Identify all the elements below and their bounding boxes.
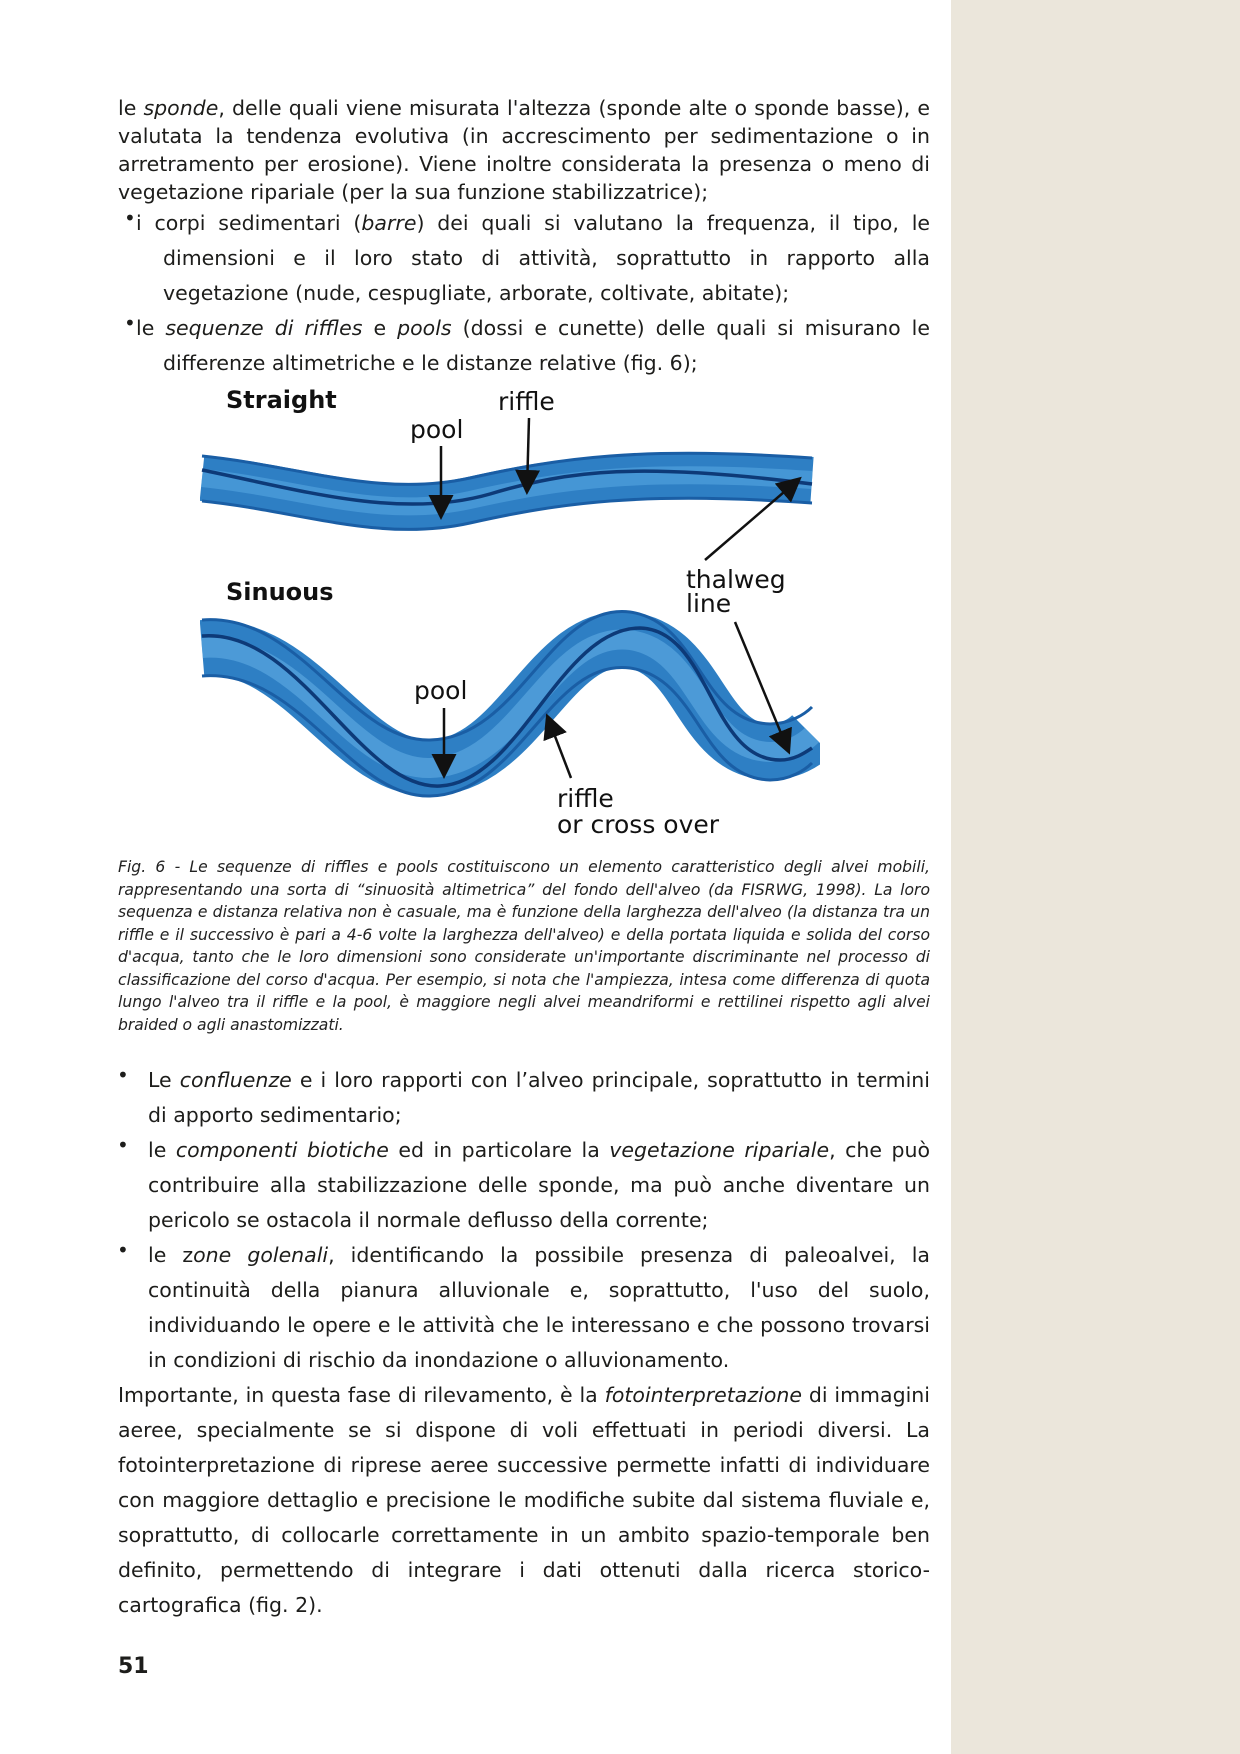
list-item-barre [118, 206, 930, 311]
emphasis: componenti biotiche [175, 1138, 389, 1162]
list-item-text [136, 311, 930, 381]
page-number: 51 [118, 1654, 149, 1679]
text-run: le z [148, 1243, 194, 1267]
list-item-text [148, 1238, 930, 1378]
list-item-confluenze [118, 1063, 930, 1133]
label-pool-bottom: pool [414, 676, 468, 705]
sinuous-title: Sinuous [226, 578, 334, 606]
list-item-riffles [118, 311, 930, 381]
text-run: Le [148, 1068, 180, 1092]
bullet-icon: • [117, 1133, 129, 1157]
arrow-riffle-bottom [548, 718, 571, 778]
list-item-componenti [118, 1133, 930, 1238]
list-item-text [148, 1133, 930, 1238]
text-run: (dossi e cunette) delle quali si misurano le differenze altimetriche e le distanze relative (fig. 6); [163, 316, 930, 375]
emphasis: vegetazione ripariale [609, 1138, 830, 1162]
list-item-golenali [118, 1238, 930, 1378]
bullet-icon: • [124, 206, 136, 230]
emphasis: sequenze di riffles [165, 316, 363, 340]
emphasis: one golenali [193, 1243, 329, 1267]
text-run: le [148, 1138, 176, 1162]
text-run: i corpi sedimentari ( [136, 211, 362, 235]
text-run: , identificando la possibile presenza di paleoalvei, la continuità della pianura alluvionale e, soprattutto, l'uso del suolo, individuando le opere e le attività che le interessano e che possono trovarsi in condizioni di rischio da inondazione o alluvionamento. [148, 1243, 930, 1372]
text-run: , che può contribuire alla stabilizzazione delle sponde, ma può anche diventare un pericolo se ostacola il normale deflusso della corrente; [148, 1138, 930, 1232]
text-run: e [362, 316, 398, 340]
riffle-pool-figure [200, 380, 820, 850]
label-riffle-bottom-2: or cross over [557, 810, 720, 839]
text-run: e i loro rapporti con l’alveo principale, soprattutto in termini di apporto sedimentario; [148, 1068, 930, 1127]
emphasis: fotointerpretazione [604, 1383, 802, 1407]
label-riffle-top: riffle [498, 387, 555, 416]
bullet-icon: • [124, 311, 136, 335]
list-item-text [148, 1063, 930, 1133]
label-pool-top: pool [410, 415, 464, 444]
bullet-icon: • [117, 1063, 129, 1087]
label-riffle-bottom-1: riffle [557, 784, 614, 813]
text-run: le [118, 96, 144, 120]
emphasis: barre [361, 211, 417, 235]
text-run: Importante, in questa fase di rilevamento, è la [118, 1383, 605, 1407]
text-run: ed in particolare la [388, 1138, 610, 1162]
page-side-band [951, 0, 1240, 1754]
label-thalweg-2: line [686, 589, 732, 618]
label-thalweg-1: thalweg [686, 565, 786, 594]
sinuous-channel [202, 639, 812, 768]
bullet-icon: • [117, 1238, 129, 1262]
text-run: le [136, 316, 166, 340]
figure-caption: Fig. 6 - Le sequenze di riffles e pools costituiscono un elemento caratteristico degli alvei mobili, rappresentando una sorta di “sinuosità altimetrica” del fondo dell'alveo (da FISRWG, 1998). La loro sequenza e distanza relativa non è casuale, ma è funzione della larghezza dell'alveo (la distanza tra un riffle e il successivo è pari a 4-6 volte la larghezza dell'alveo) e della portata liquida e solida del corso d'acqua, tanto che le loro dimensioni sono considerate un'importante discriminante nel processo di classificazione del corso d'acqua. Per esempio, si nota che l'ampiezza, intesa come differenza di quota lungo l'alveo tra il riffle e la pool, è maggiore negli alvei meandriformi e rettilinei rispetto agli alvei braided o agli anastomizzati. [118, 858, 930, 1034]
emphasis: sponde [143, 96, 219, 120]
paragraph-fotointerpretazione [118, 1378, 930, 1623]
lower-content [118, 1063, 930, 1623]
emphasis: confluenze [179, 1068, 292, 1092]
text-run: , delle quali viene misurata l'altezza (sponde alte o sponde basse), e valutata la tendenza evolutiva (in accrescimento per sedimentazione o in arretramento per erosione). Viene inoltre considerata la presenza o meno di vegetazione ripariale (per la sua funzione stabilizzatrice); [118, 96, 930, 204]
paragraph-sponde [118, 94, 930, 206]
text-run: ) dei quali si valutano la frequenza, il tipo, le dimensioni e il loro stato di attività, soprattutto in rapporto alla vegetazione (nude, cespugliate, arborate, coltivate, abitate); [163, 211, 930, 305]
text-run: di immagini aeree, specialmente se si dispone di voli effettuati in periodi diversi. La fotointerpretazione di riprese aeree successive permette infatti di individuare con maggiore dettaglio e precisione le modifiche subite dal sistema fluviale e, soprattutto, di collocarle correttamente in un ambito spazio-temporale ben definito, permettendo di integrare i dati ottenuti dalla ricerca storico-cartografica (fig. 2). [118, 1383, 930, 1617]
emphasis: pools [397, 316, 452, 340]
straight-title: Straight [226, 386, 337, 414]
list-item-text [136, 206, 930, 311]
